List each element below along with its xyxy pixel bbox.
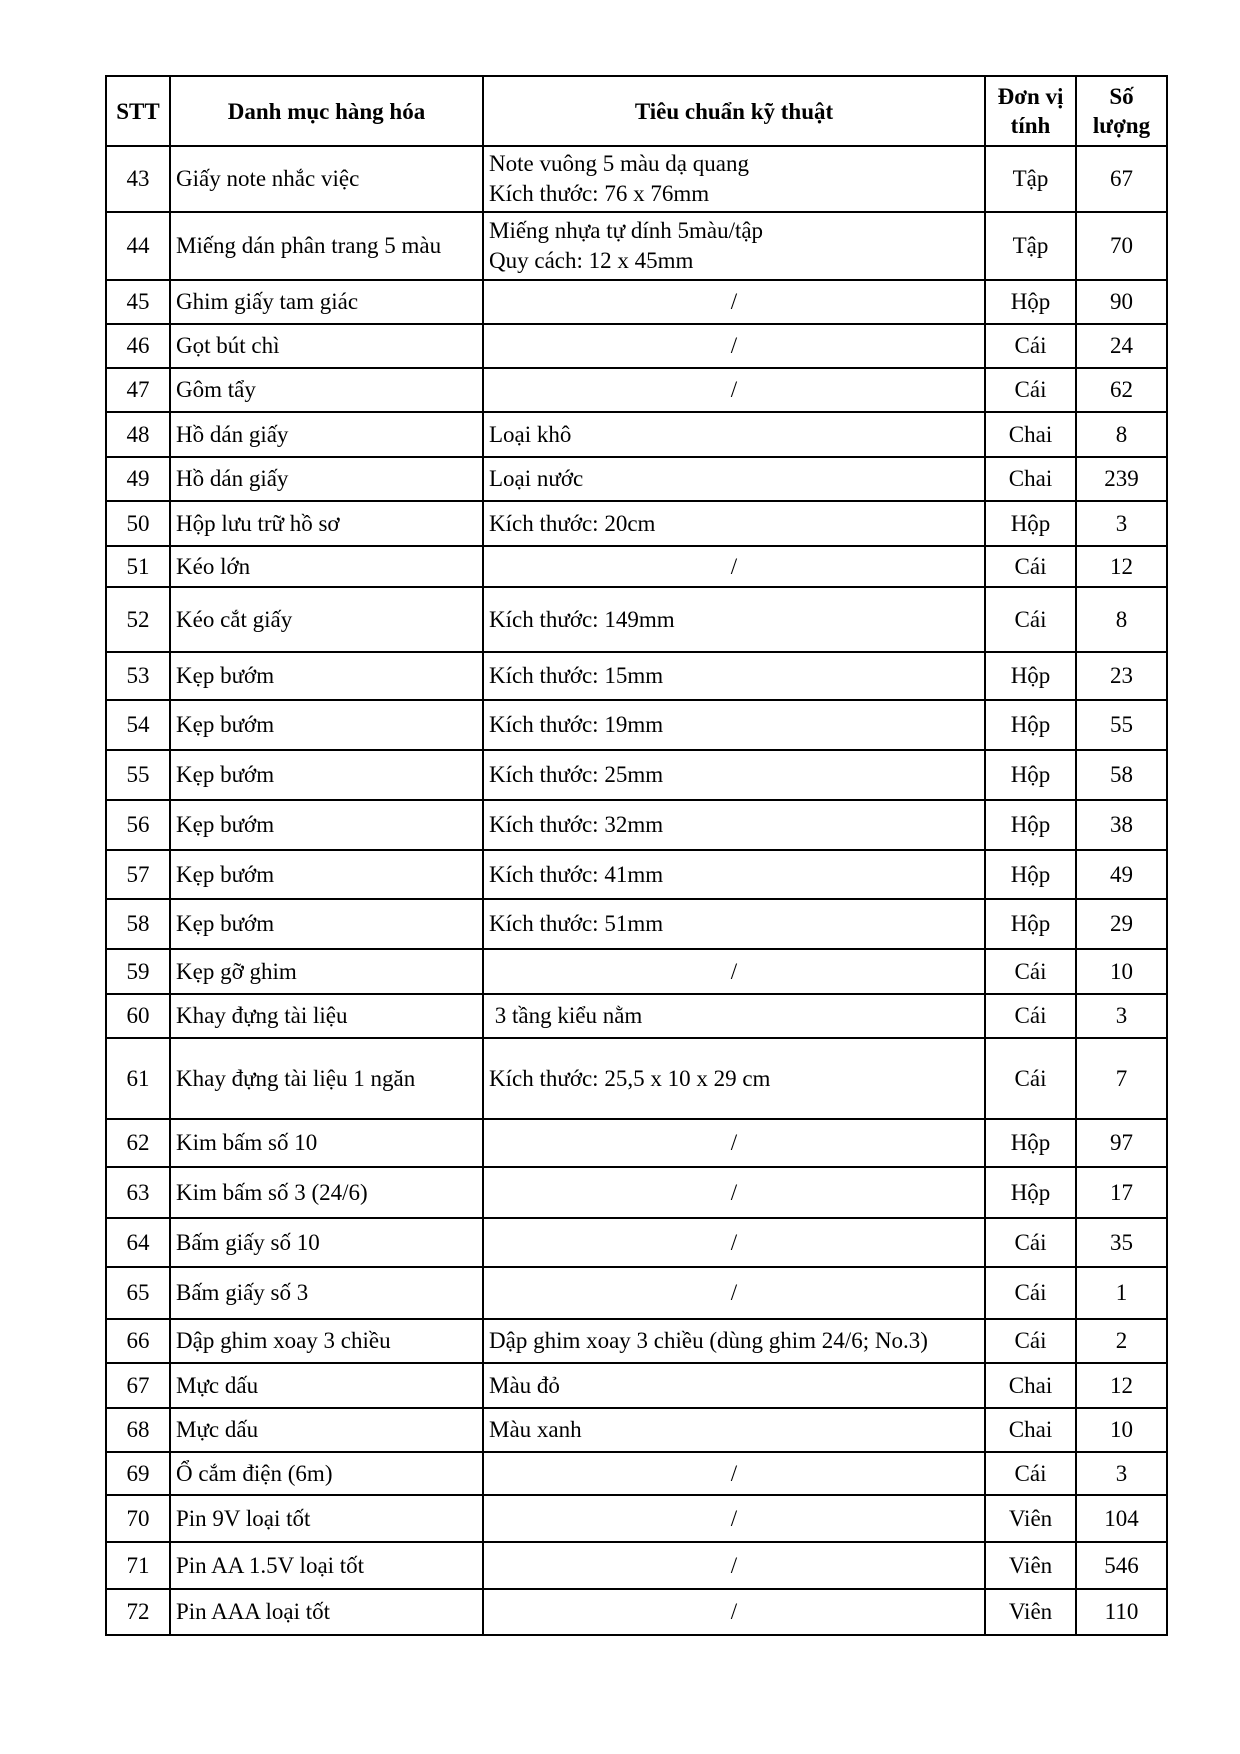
- row-spec: [483, 146, 985, 212]
- row-quantity: 12: [1076, 1363, 1167, 1408]
- row-quantity: 3: [1076, 994, 1167, 1038]
- row-stt: 65: [106, 1267, 170, 1319]
- row-spec-line: /: [730, 958, 738, 984]
- row-spec: [483, 850, 985, 899]
- row-item-name: Kẹp bướm: [170, 800, 483, 850]
- row-stt: 60: [106, 994, 170, 1038]
- table-row: [106, 1363, 1167, 1408]
- table-row: [106, 1408, 1167, 1452]
- table-row: [106, 587, 1167, 652]
- row-unit: Tập: [985, 212, 1076, 280]
- row-unit: Viên: [985, 1495, 1076, 1542]
- row-unit: Chai: [985, 1363, 1076, 1408]
- row-quantity: 12: [1076, 546, 1167, 587]
- table-row: [106, 457, 1167, 501]
- row-spec: [483, 368, 985, 412]
- row-unit: Cái: [985, 1319, 1076, 1363]
- row-item-name: Hồ dán giấy: [170, 457, 483, 501]
- row-quantity: 67: [1076, 146, 1167, 212]
- row-spec-line: Kích thước: 149mm: [489, 606, 675, 632]
- row-unit: Tập: [985, 146, 1076, 212]
- header-spec: Tiêu chuẩn kỹ thuật: [483, 76, 985, 146]
- row-spec: [483, 1218, 985, 1267]
- row-spec-line: /: [730, 1460, 738, 1486]
- row-unit: Cái: [985, 1267, 1076, 1319]
- row-unit: Cái: [985, 1038, 1076, 1119]
- row-item-name: Kéo lớn: [170, 546, 483, 587]
- row-stt: 67: [106, 1363, 170, 1408]
- table-row: [106, 412, 1167, 457]
- table-row: [106, 1542, 1167, 1589]
- row-stt: 64: [106, 1218, 170, 1267]
- row-quantity: 1: [1076, 1267, 1167, 1319]
- row-item-name: Mực dấu: [170, 1363, 483, 1408]
- header-unit: [985, 76, 1076, 146]
- row-spec: [483, 1452, 985, 1495]
- row-item-name: Bấm giấy số 3: [170, 1267, 483, 1319]
- row-item-name: Bấm giấy số 10: [170, 1218, 483, 1267]
- row-spec-line: Loại khô: [489, 421, 572, 447]
- row-quantity: 104: [1076, 1495, 1167, 1542]
- row-spec: [483, 212, 985, 280]
- row-stt: 48: [106, 412, 170, 457]
- table-body: [106, 146, 1167, 1635]
- table-row: [106, 1319, 1167, 1363]
- row-unit: Viên: [985, 1542, 1076, 1589]
- row-unit: Cái: [985, 949, 1076, 994]
- row-quantity: 55: [1076, 700, 1167, 750]
- row-stt: 53: [106, 652, 170, 700]
- row-spec: [483, 800, 985, 850]
- row-quantity: 62: [1076, 368, 1167, 412]
- row-spec-line: Note vuông 5 màu dạ quang: [489, 151, 749, 176]
- row-spec-line: Quy cách: 12 x 45mm: [489, 248, 694, 273]
- table-row: [106, 700, 1167, 750]
- table-row: [106, 1589, 1167, 1635]
- table-row: [106, 212, 1167, 280]
- row-unit: Cái: [985, 994, 1076, 1038]
- table-row: [106, 800, 1167, 850]
- row-stt: 43: [106, 146, 170, 212]
- row-item-name: Kẹp bướm: [170, 652, 483, 700]
- row-spec-line: /: [730, 1179, 738, 1205]
- row-spec-line: Kích thước: 25,5 x 10 x 29 cm: [489, 1065, 771, 1091]
- row-spec: [483, 1167, 985, 1218]
- row-spec-line: /: [730, 377, 738, 402]
- header-stt: STT: [106, 76, 170, 146]
- row-quantity: 24: [1076, 324, 1167, 368]
- row-spec-line: /: [730, 553, 738, 579]
- row-stt: 69: [106, 1452, 170, 1495]
- row-unit: Cái: [985, 1452, 1076, 1495]
- row-item-name: Pin AA 1.5V loại tốt: [170, 1542, 483, 1589]
- row-stt: 49: [106, 457, 170, 501]
- row-unit: Hộp: [985, 652, 1076, 700]
- row-spec-line: /: [730, 1552, 738, 1578]
- row-spec-line: Kích thước: 19mm: [489, 712, 664, 737]
- row-stt: 57: [106, 850, 170, 899]
- row-item-name: Kẹp bướm: [170, 899, 483, 949]
- row-spec: [483, 652, 985, 700]
- row-spec: [483, 324, 985, 368]
- row-spec: [483, 412, 985, 457]
- row-spec: [483, 700, 985, 750]
- row-item-name: Miếng dán phân trang 5 màu: [170, 212, 483, 280]
- row-quantity: 38: [1076, 800, 1167, 850]
- row-unit: Hộp: [985, 899, 1076, 949]
- table-row: [106, 1495, 1167, 1542]
- row-spec-line: /: [730, 1130, 738, 1155]
- row-stt: 45: [106, 280, 170, 324]
- row-item-name: Giấy note nhắc việc: [170, 146, 483, 212]
- row-unit: Hộp: [985, 1119, 1076, 1167]
- row-spec: [483, 1408, 985, 1452]
- row-spec-line: 3 tầng kiểu nằm: [489, 1003, 643, 1028]
- row-item-name: Khay đựng tài liệu 1 ngăn: [170, 1038, 483, 1119]
- row-stt: 54: [106, 700, 170, 750]
- row-spec-line: /: [730, 1505, 738, 1531]
- row-spec: [483, 1267, 985, 1319]
- row-stt: 61: [106, 1038, 170, 1119]
- row-unit: Cái: [985, 368, 1076, 412]
- row-item-name: Ổ cắm điện (6m): [170, 1452, 483, 1495]
- row-spec-line: Kích thước: 25mm: [489, 762, 664, 787]
- row-unit: Hộp: [985, 280, 1076, 324]
- row-quantity: 546: [1076, 1542, 1167, 1589]
- row-spec: [483, 546, 985, 587]
- row-quantity: 35: [1076, 1218, 1167, 1267]
- row-quantity: 70: [1076, 212, 1167, 280]
- row-stt: 47: [106, 368, 170, 412]
- row-spec-line: /: [730, 1280, 738, 1305]
- row-unit: Hộp: [985, 750, 1076, 800]
- row-spec: [483, 1495, 985, 1542]
- row-stt: 63: [106, 1167, 170, 1218]
- row-quantity: 239: [1076, 457, 1167, 501]
- row-spec: [483, 587, 985, 652]
- row-spec-line: Kích thước: 51mm: [489, 911, 664, 936]
- row-unit: Hộp: [985, 800, 1076, 850]
- row-unit: Cái: [985, 546, 1076, 587]
- row-item-name: Kim bấm số 3 (24/6): [170, 1167, 483, 1218]
- row-unit: Cái: [985, 324, 1076, 368]
- table-row: [106, 652, 1167, 700]
- row-item-name: Kéo cắt giấy: [170, 587, 483, 652]
- table-row: [106, 324, 1167, 368]
- row-quantity: 58: [1076, 750, 1167, 800]
- row-stt: 46: [106, 324, 170, 368]
- table-row: [106, 1167, 1167, 1218]
- row-item-name: Mực dấu: [170, 1408, 483, 1452]
- row-quantity: 49: [1076, 850, 1167, 899]
- header-qty-line2: lượng: [1092, 113, 1151, 138]
- row-item-name: Dập ghim xoay 3 chiều: [170, 1319, 483, 1363]
- row-unit: Chai: [985, 457, 1076, 501]
- table-row: [106, 1038, 1167, 1119]
- row-spec: [483, 1119, 985, 1167]
- row-quantity: 3: [1076, 1452, 1167, 1495]
- row-spec: [483, 1363, 985, 1408]
- row-stt: 68: [106, 1408, 170, 1452]
- header-name: Danh mục hàng hóa: [170, 76, 483, 146]
- row-stt: 50: [106, 501, 170, 546]
- row-unit: Hộp: [985, 700, 1076, 750]
- row-unit: Chai: [985, 1408, 1076, 1452]
- row-spec-line: Kích thước: 41mm: [489, 861, 664, 887]
- row-spec: [483, 501, 985, 546]
- row-item-name: Kim bấm số 10: [170, 1119, 483, 1167]
- row-item-name: Kẹp gỡ ghim: [170, 949, 483, 994]
- row-quantity: 97: [1076, 1119, 1167, 1167]
- table-row: [106, 994, 1167, 1038]
- row-item-name: Pin AAA loại tốt: [170, 1589, 483, 1635]
- table-row: [106, 146, 1167, 212]
- row-spec: [483, 994, 985, 1038]
- row-spec: [483, 949, 985, 994]
- row-stt: 44: [106, 212, 170, 280]
- row-spec-line: /: [730, 1229, 738, 1255]
- row-spec-line: Kích thước: 15mm: [489, 663, 664, 688]
- header-unit-line2: tính: [1010, 113, 1051, 138]
- header-qty-line1: Số: [1109, 84, 1134, 109]
- row-unit: Cái: [985, 1218, 1076, 1267]
- row-quantity: 3: [1076, 501, 1167, 546]
- table-row: [106, 1218, 1167, 1267]
- table-row: [106, 1452, 1167, 1495]
- row-item-name: Hộp lưu trữ hồ sơ: [170, 501, 483, 546]
- row-stt: 72: [106, 1589, 170, 1635]
- header-unit-line1: Đơn vị: [997, 84, 1064, 109]
- row-spec: [483, 457, 985, 501]
- row-item-name: Kẹp bướm: [170, 750, 483, 800]
- row-quantity: 29: [1076, 899, 1167, 949]
- row-spec-line: Màu đỏ: [489, 1372, 560, 1398]
- row-stt: 59: [106, 949, 170, 994]
- row-unit: Hộp: [985, 850, 1076, 899]
- row-unit: Cái: [985, 587, 1076, 652]
- row-item-name: Ghim giấy tam giác: [170, 280, 483, 324]
- row-spec-line: /: [730, 333, 738, 358]
- row-spec-line: Kích thước: 76 x 76mm: [489, 181, 710, 206]
- row-item-name: Kẹp bướm: [170, 850, 483, 899]
- row-item-name: Gôm tẩy: [170, 368, 483, 412]
- row-quantity: 10: [1076, 949, 1167, 994]
- row-stt: 51: [106, 546, 170, 587]
- row-quantity: 110: [1076, 1589, 1167, 1635]
- row-stt: 70: [106, 1495, 170, 1542]
- row-stt: 52: [106, 587, 170, 652]
- row-spec: [483, 899, 985, 949]
- row-item-name: Pin 9V loại tốt: [170, 1495, 483, 1542]
- row-spec: [483, 1319, 985, 1363]
- row-stt: 55: [106, 750, 170, 800]
- row-quantity: 8: [1076, 412, 1167, 457]
- row-spec-line: Kích thước: 20cm: [489, 510, 656, 536]
- row-spec: [483, 280, 985, 324]
- table-row: [106, 949, 1167, 994]
- row-item-name: Kẹp bướm: [170, 700, 483, 750]
- row-spec-line: Dập ghim xoay 3 chiều (dùng ghim 24/6; No.3): [489, 1328, 928, 1353]
- row-quantity: 7: [1076, 1038, 1167, 1119]
- row-unit: Viên: [985, 1589, 1076, 1635]
- row-spec: [483, 750, 985, 800]
- row-stt: 66: [106, 1319, 170, 1363]
- row-spec-line: /: [730, 1599, 738, 1624]
- table-row: [106, 546, 1167, 587]
- row-stt: 62: [106, 1119, 170, 1167]
- table-row: [106, 280, 1167, 324]
- header-row: [106, 76, 1167, 146]
- row-item-name: Hồ dán giấy: [170, 412, 483, 457]
- table-row: [106, 850, 1167, 899]
- row-spec: [483, 1589, 985, 1635]
- table-row: [106, 501, 1167, 546]
- row-spec: [483, 1038, 985, 1119]
- row-quantity: 90: [1076, 280, 1167, 324]
- table-row: [106, 899, 1167, 949]
- row-spec: [483, 1542, 985, 1589]
- row-item-name: Khay đựng tài liệu: [170, 994, 483, 1038]
- table-row: [106, 1267, 1167, 1319]
- row-stt: 56: [106, 800, 170, 850]
- header-qty: [1076, 76, 1167, 146]
- row-stt: 71: [106, 1542, 170, 1589]
- row-spec-line: Miếng nhựa tự dính 5màu/tập: [489, 218, 764, 243]
- row-quantity: 17: [1076, 1167, 1167, 1218]
- row-unit: Chai: [985, 412, 1076, 457]
- row-spec-line: /: [730, 289, 738, 314]
- table-row: [106, 368, 1167, 412]
- table-row: [106, 1119, 1167, 1167]
- row-stt: 58: [106, 899, 170, 949]
- row-unit: Hộp: [985, 501, 1076, 546]
- row-unit: Hộp: [985, 1167, 1076, 1218]
- row-quantity: 2: [1076, 1319, 1167, 1363]
- row-spec-line: Màu xanh: [489, 1417, 582, 1442]
- row-quantity: 23: [1076, 652, 1167, 700]
- row-spec-line: Loại nước: [489, 466, 584, 491]
- row-spec-line: Kích thước: 32mm: [489, 812, 664, 837]
- goods-table: [105, 75, 1168, 1636]
- row-item-name: Gọt bút chì: [170, 324, 483, 368]
- row-quantity: 10: [1076, 1408, 1167, 1452]
- table-row: [106, 750, 1167, 800]
- row-quantity: 8: [1076, 587, 1167, 652]
